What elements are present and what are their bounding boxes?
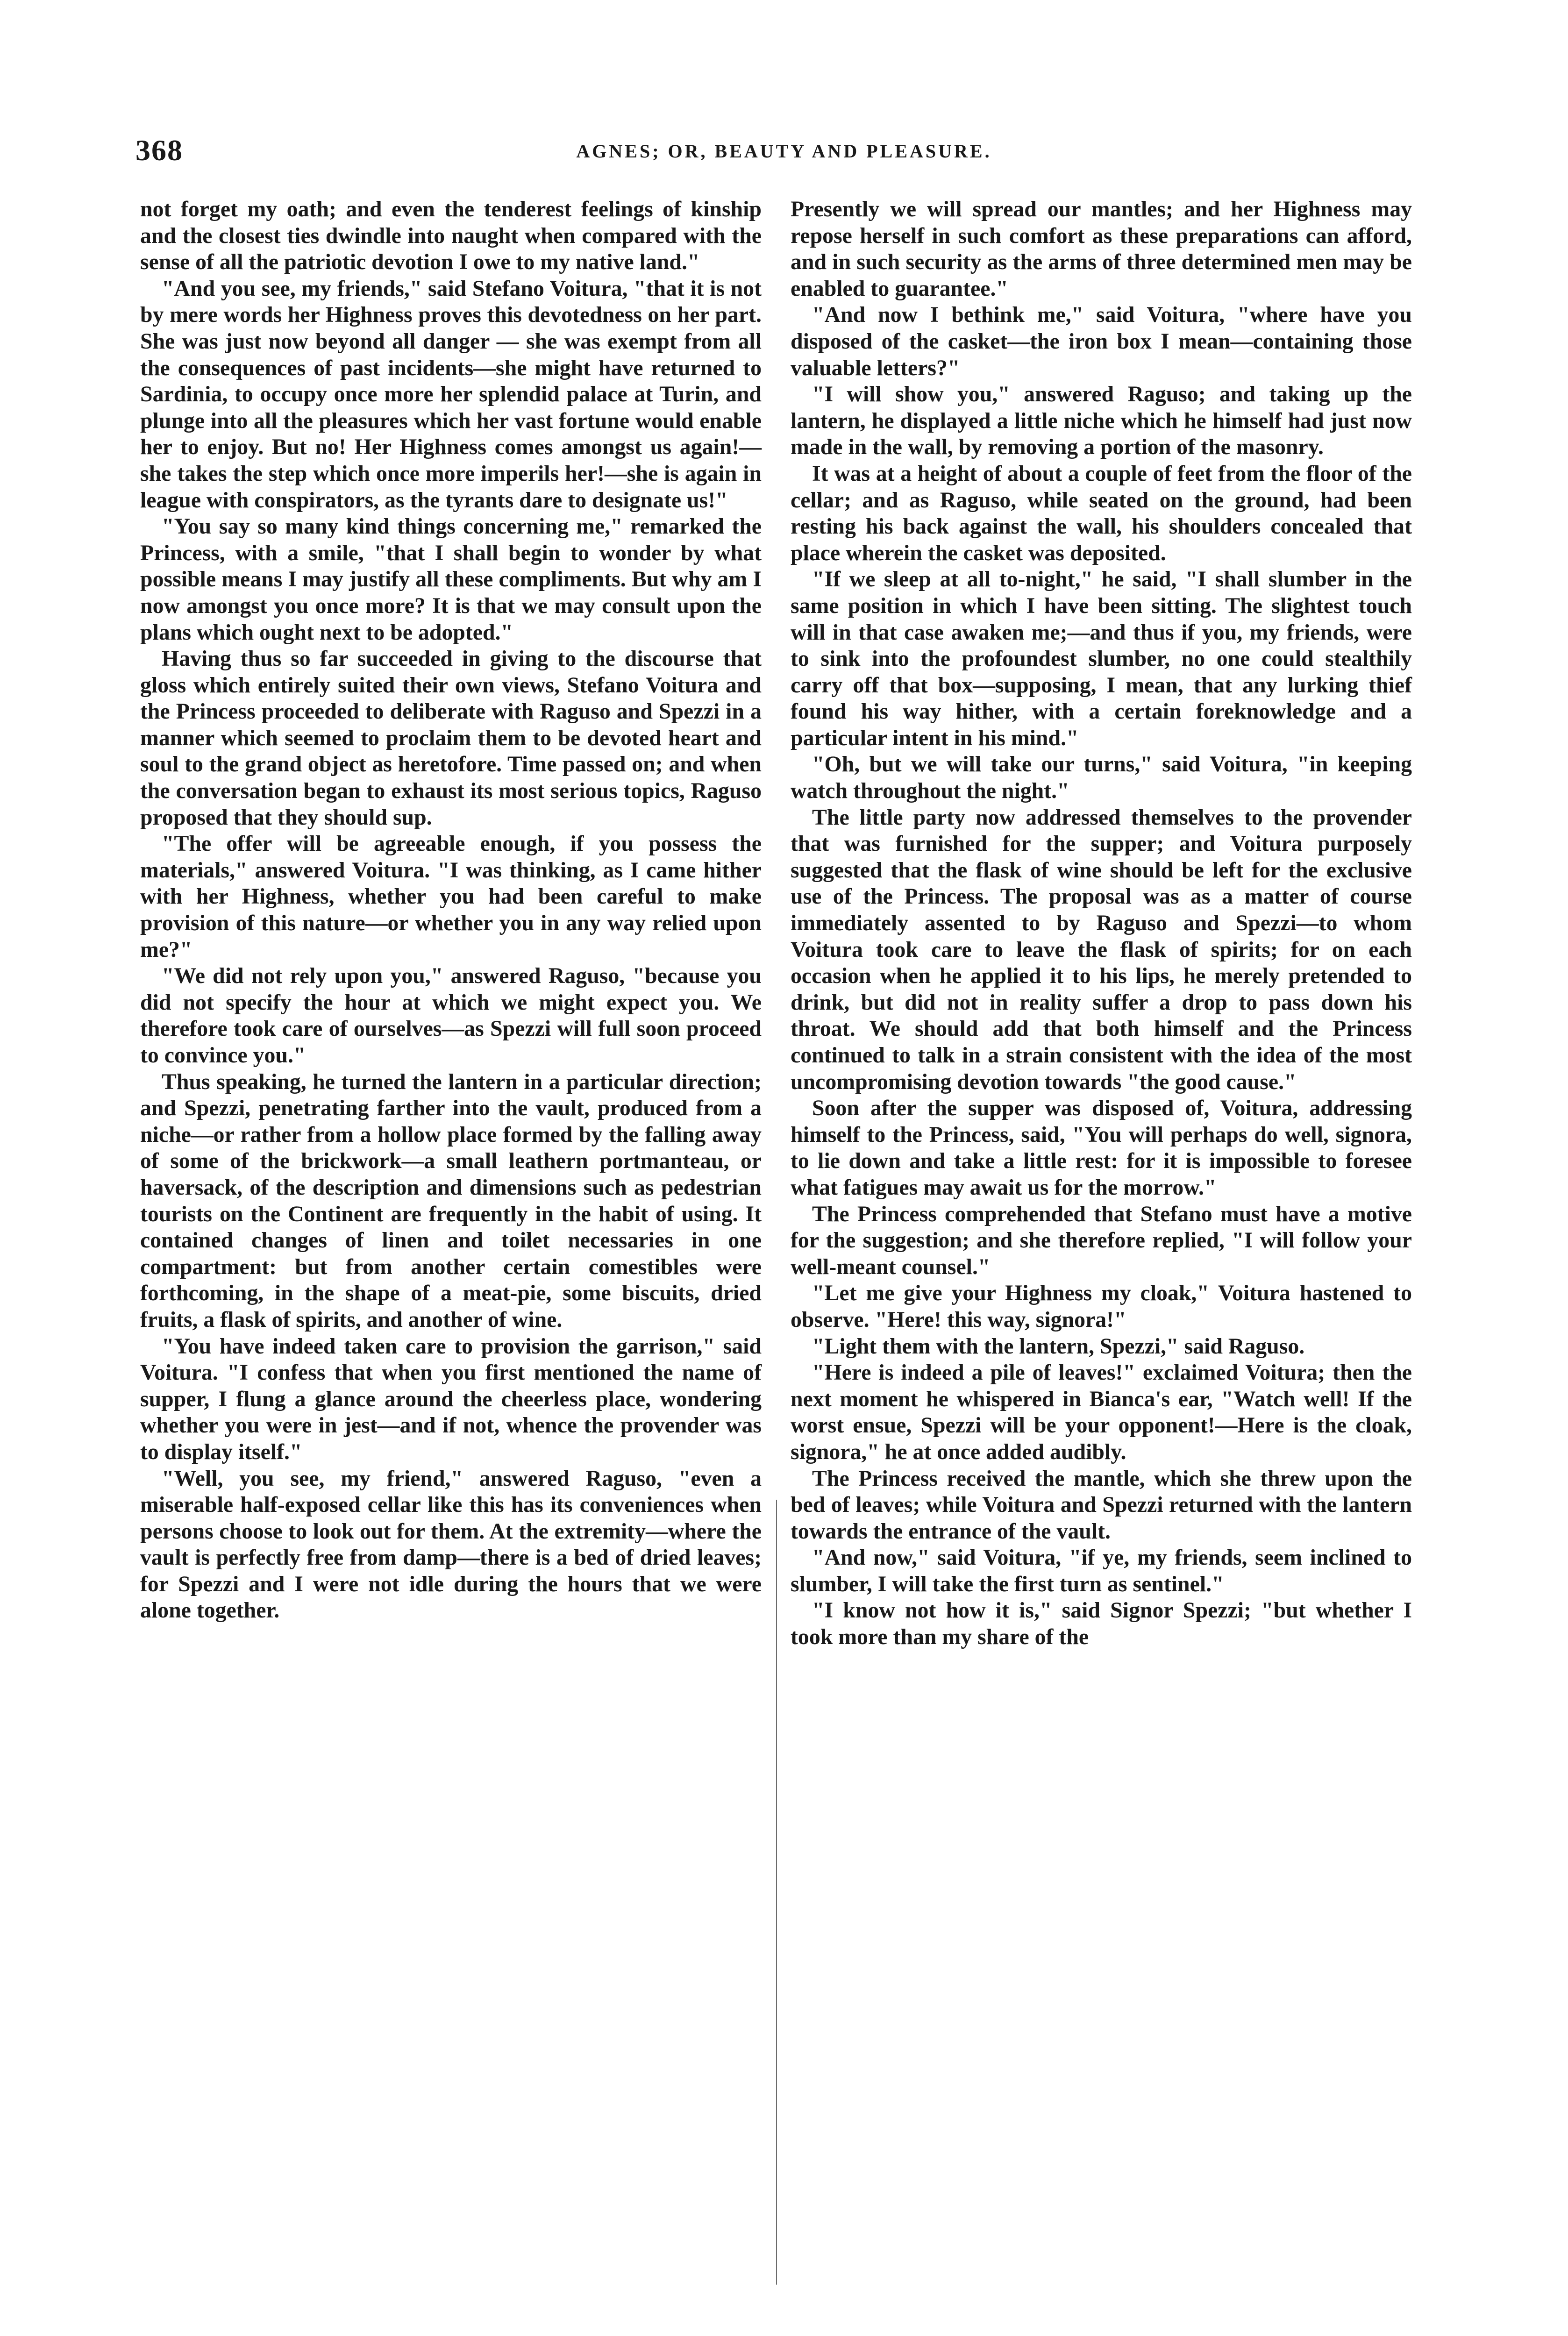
paragraph: "Oh, but we will take our turns," said Voitura, "in keeping watch throughout the night." xyxy=(791,752,1412,804)
page-number: 368 xyxy=(135,134,183,167)
paragraph: "I will show you," answered Raguso; and taking up the lantern, he displayed a little niche which he himself had just now made in the wall, by removing a portion of the masonry. xyxy=(791,382,1412,460)
paragraph: not forget my oath; and even the tenderest feelings of kinship and the closest ties dwindle into naught when compared with the sense of all the patriotic devotion I owe to my native land." xyxy=(140,197,762,275)
paragraph: "The offer will be agreeable enough, if you possess the materials," answered Voitura. "I was thinking, as I came hither with her Highness, whether you had been careful to make provision of this nature—or whether you in any way relied upon me?" xyxy=(140,831,762,962)
paragraph: "You have indeed taken care to provision the garrison," said Voitura. "I confess that when you first mentioned the name of supper, I flung a glance around the cheerless place, wondering whether you were in jest—and if not, whence the provender was to display itself." xyxy=(140,1333,762,1464)
text-column-right xyxy=(791,196,1412,1651)
paragraph: "And you see, my friends," said Stefano Voitura, "that it is not by mere words her Highness proves this devotedness on her part. She was just now beyond all danger — she was exempt from all the consequences of past incidents—she might have returned to Sardinia, to occupy once more her splendid palace at Turin, and plunge into all the pleasures which her vast fortune would enable her to enjoy. But no! Her Highness comes amongst us again!—she takes the step which once more imperils her!—she is again in league with conspirators, as the tyrants dare to designate us!" xyxy=(140,276,762,513)
paragraph: "You say so many kind things concerning me," remarked the Princess, with a smile, "that I shall begin to wonder by what possible means I may justify all these compliments. But why am I now amongst you once more? It is that we may consult upon the plans which ought next to be adopted." xyxy=(140,514,762,645)
paragraph: "And now," said Voitura, "if ye, my friends, seem inclined to slumber, I will take the first turn as sentinel." xyxy=(791,1545,1412,1596)
text-column-left xyxy=(140,196,762,1624)
paragraph: Presently we will spread our mantles; and her Highness may repose herself in such comfort as these preparations can afford, and in such security as the arms of three determined men may be enabled to guarantee." xyxy=(791,197,1412,301)
running-head: AGNES; OR, BEAUTY AND PLEASURE. xyxy=(576,141,992,162)
paragraph: "Let me give your Highness my cloak," Voitura hastened to observe. "Here! this way, signora!" xyxy=(791,1281,1412,1332)
paragraph: "And now I bethink me," said Voitura, "where have you disposed of the casket—the iron box I mean—containing those valuable letters?" xyxy=(791,302,1412,380)
paragraph: "We did not rely upon you," answered Raguso, "because you did not specify the hour at which we might expect you. We therefore took care of ourselves—as Spezzi will full soon proceed to convince you." xyxy=(140,963,762,1068)
paragraph: Thus speaking, he turned the lantern in a particular direction; and Spezzi, penetrating farther into the vault, produced from a niche—or rather from a hollow place formed by the falling away of some of the brickwork—a small leathern portmanteau, or haversack, of the description and dimensions such as pedestrian tourists on the Continent are frequently in the habit of using. It contained changes of linen and toilet necessaries in one compartment: but from another certain comestibles were forthcoming, in the shape of a meat-pie, some biscuits, dried fruits, a flask of spirits, and another of wine. xyxy=(140,1069,762,1332)
paragraph: The little party now addressed themselves to the provender that was furnished for the supper; and Voitura purposely suggested that the flask of wine should be left for the exclusive use of the Princess. The proposal was as a matter of course immediately assented to by Raguso and Spezzi—to whom Voitura took care to leave the flask of spirits; for on each occasion when he applied it to his lips, he merely pretended to drink, but did not in reality suffer a drop to pass down his throat. We should add that both himself and the Princess continued to talk in a strain consistent with the idea of the most uncompromising devotion towards "the good cause." xyxy=(791,805,1412,1094)
paragraph: "I know not how it is," said Signor Spezzi; "but whether I took more than my share of the xyxy=(791,1598,1412,1650)
paragraph: "If we sleep at all to-night," he said, "I shall slumber in the same position in which I have been sitting. The slightest touch will in that case awaken me;—and thus if you, my friends, were to sink into the profoundest slumber, no one could stealthily carry off that box—supposing, I mean, that any lurking thief found his way hither, with a certain foreknowledge and a particular intent in his mind." xyxy=(791,567,1412,750)
paragraph: The Princess received the mantle, which she threw upon the bed of leaves; while Voitura and Spezzi returned with the lantern towards the entrance of the vault. xyxy=(791,1466,1412,1544)
paragraph: "Here is indeed a pile of leaves!" exclaimed Voitura; then the next moment he whispered in Bianca's ear, "Watch well! If the worst ensue, Spezzi will be your opponent!—Here is the cloak, signora," he at once added audibly. xyxy=(791,1360,1412,1464)
column-rule xyxy=(776,1500,777,2285)
paragraph: It was at a height of about a couple of feet from the floor of the cellar; and as Raguso, while seated on the ground, had been resting his back against the wall, his shoulders concealed that place wherein the casket was deposited. xyxy=(791,461,1412,565)
paragraph: "Well, you see, my friend," answered Raguso, "even a miserable half-exposed cellar like this has its conveniences when persons choose to look out for them. At the extremity—where the vault is perfectly free from damp—there is a bed of dried leaves; for Spezzi and I were not idle during the hours that we were alone together. xyxy=(140,1466,762,1623)
paragraph: Soon after the supper was disposed of, Voitura, addressing himself to the Princess, said, "You will perhaps do well, signora, to lie down and take a little rest: for it is impossible to foresee what fatigues may await us for the morrow." xyxy=(791,1096,1412,1200)
paragraph: The Princess comprehended that Stefano must have a motive for the suggestion; and she therefore replied, "I will follow your well-meant counsel." xyxy=(791,1201,1412,1279)
paragraph: Having thus so far succeeded in giving to the discourse that gloss which entirely suited their own views, Stefano Voitura and the Princess proceeded to deliberate with Raguso and Spezzi in a manner which seemed to proclaim them to be devoted heart and soul to the grand object as heretofore. Time passed on; and when the conversation began to exhaust its most serious topics, Raguso proposed that they should sup. xyxy=(140,646,762,830)
paragraph: "Light them with the lantern, Spezzi," said Raguso. xyxy=(812,1333,1305,1359)
